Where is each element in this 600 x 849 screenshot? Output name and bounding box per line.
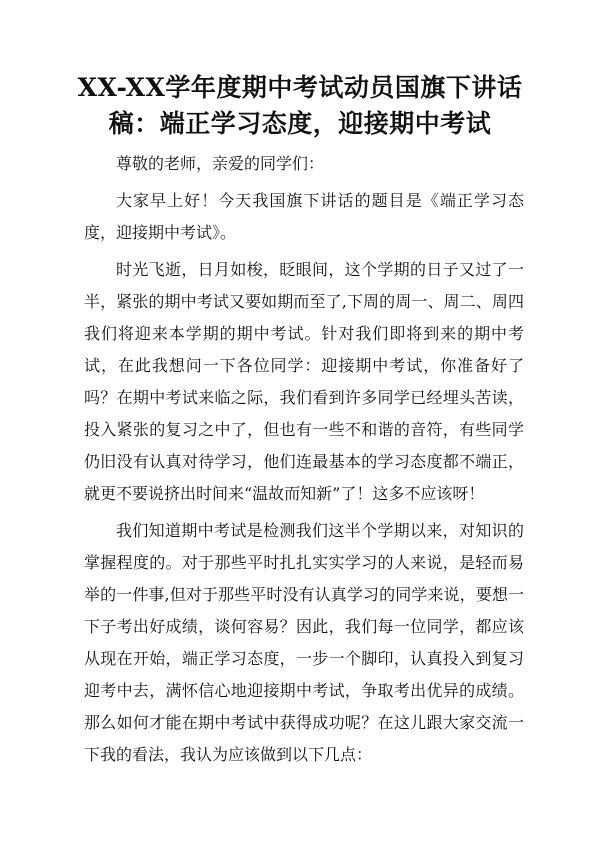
- paragraph-exam-purpose: 我们知道期中考试是检测我们这半个学期以来，对知识的掌握程度的。对于那些平时扎扎实实学习的人来说，是轻而易举的一件事,但对于那些平时没有认真学习的同学来说，要想一下子考出好成绩，谈何容易？因此，我们每一位同学，都应该从现在开始，端正学习态度，一步一个脚印，认真投入到复习迎考中去，满怀信心地迎接期中考试，争取考出优异的成绩。那么如何才能在期中考试中获得成功呢？在这儿跟大家交流一下我的看法，我认为应该做到以下几点：: [84, 521, 524, 764]
- paragraph-intro: 大家早上好！今天我国旗下讲话的题目是《端正学习态度，迎接期中考试》。: [84, 191, 524, 242]
- document-title-line-2: 稿：端正学习态度，迎接期中考试: [108, 109, 492, 138]
- document-body: [84, 148, 524, 776]
- greeting: 尊敬的老师，亲爱的同学们：: [116, 154, 325, 173]
- document-title-line-1: XX-XX学年度期中考试动员国旗下讲话: [77, 73, 523, 102]
- paragraph-time: 时光飞逝，日月如梭，眨眼间，这个学期的日子又过了一半，紧张的期中考试又要如期而至了,下周的周一、周二、周四我们将迎来本学期的期中考试。针对我们即将到来的期中考试，在此我想问一下各位同学：迎接期中考试，你准备好了吗？在期中考试来临之际，我们看到许多同学已经埋头苦读，投入紧张的复习之中了，但也有一些不和谐的音符，有些同学仍旧没有认真对待学习，他们连最基本的学习态度都不端正，就更不要说挤出时间来“温故而知新”了！这多不应该呀！: [84, 260, 524, 503]
